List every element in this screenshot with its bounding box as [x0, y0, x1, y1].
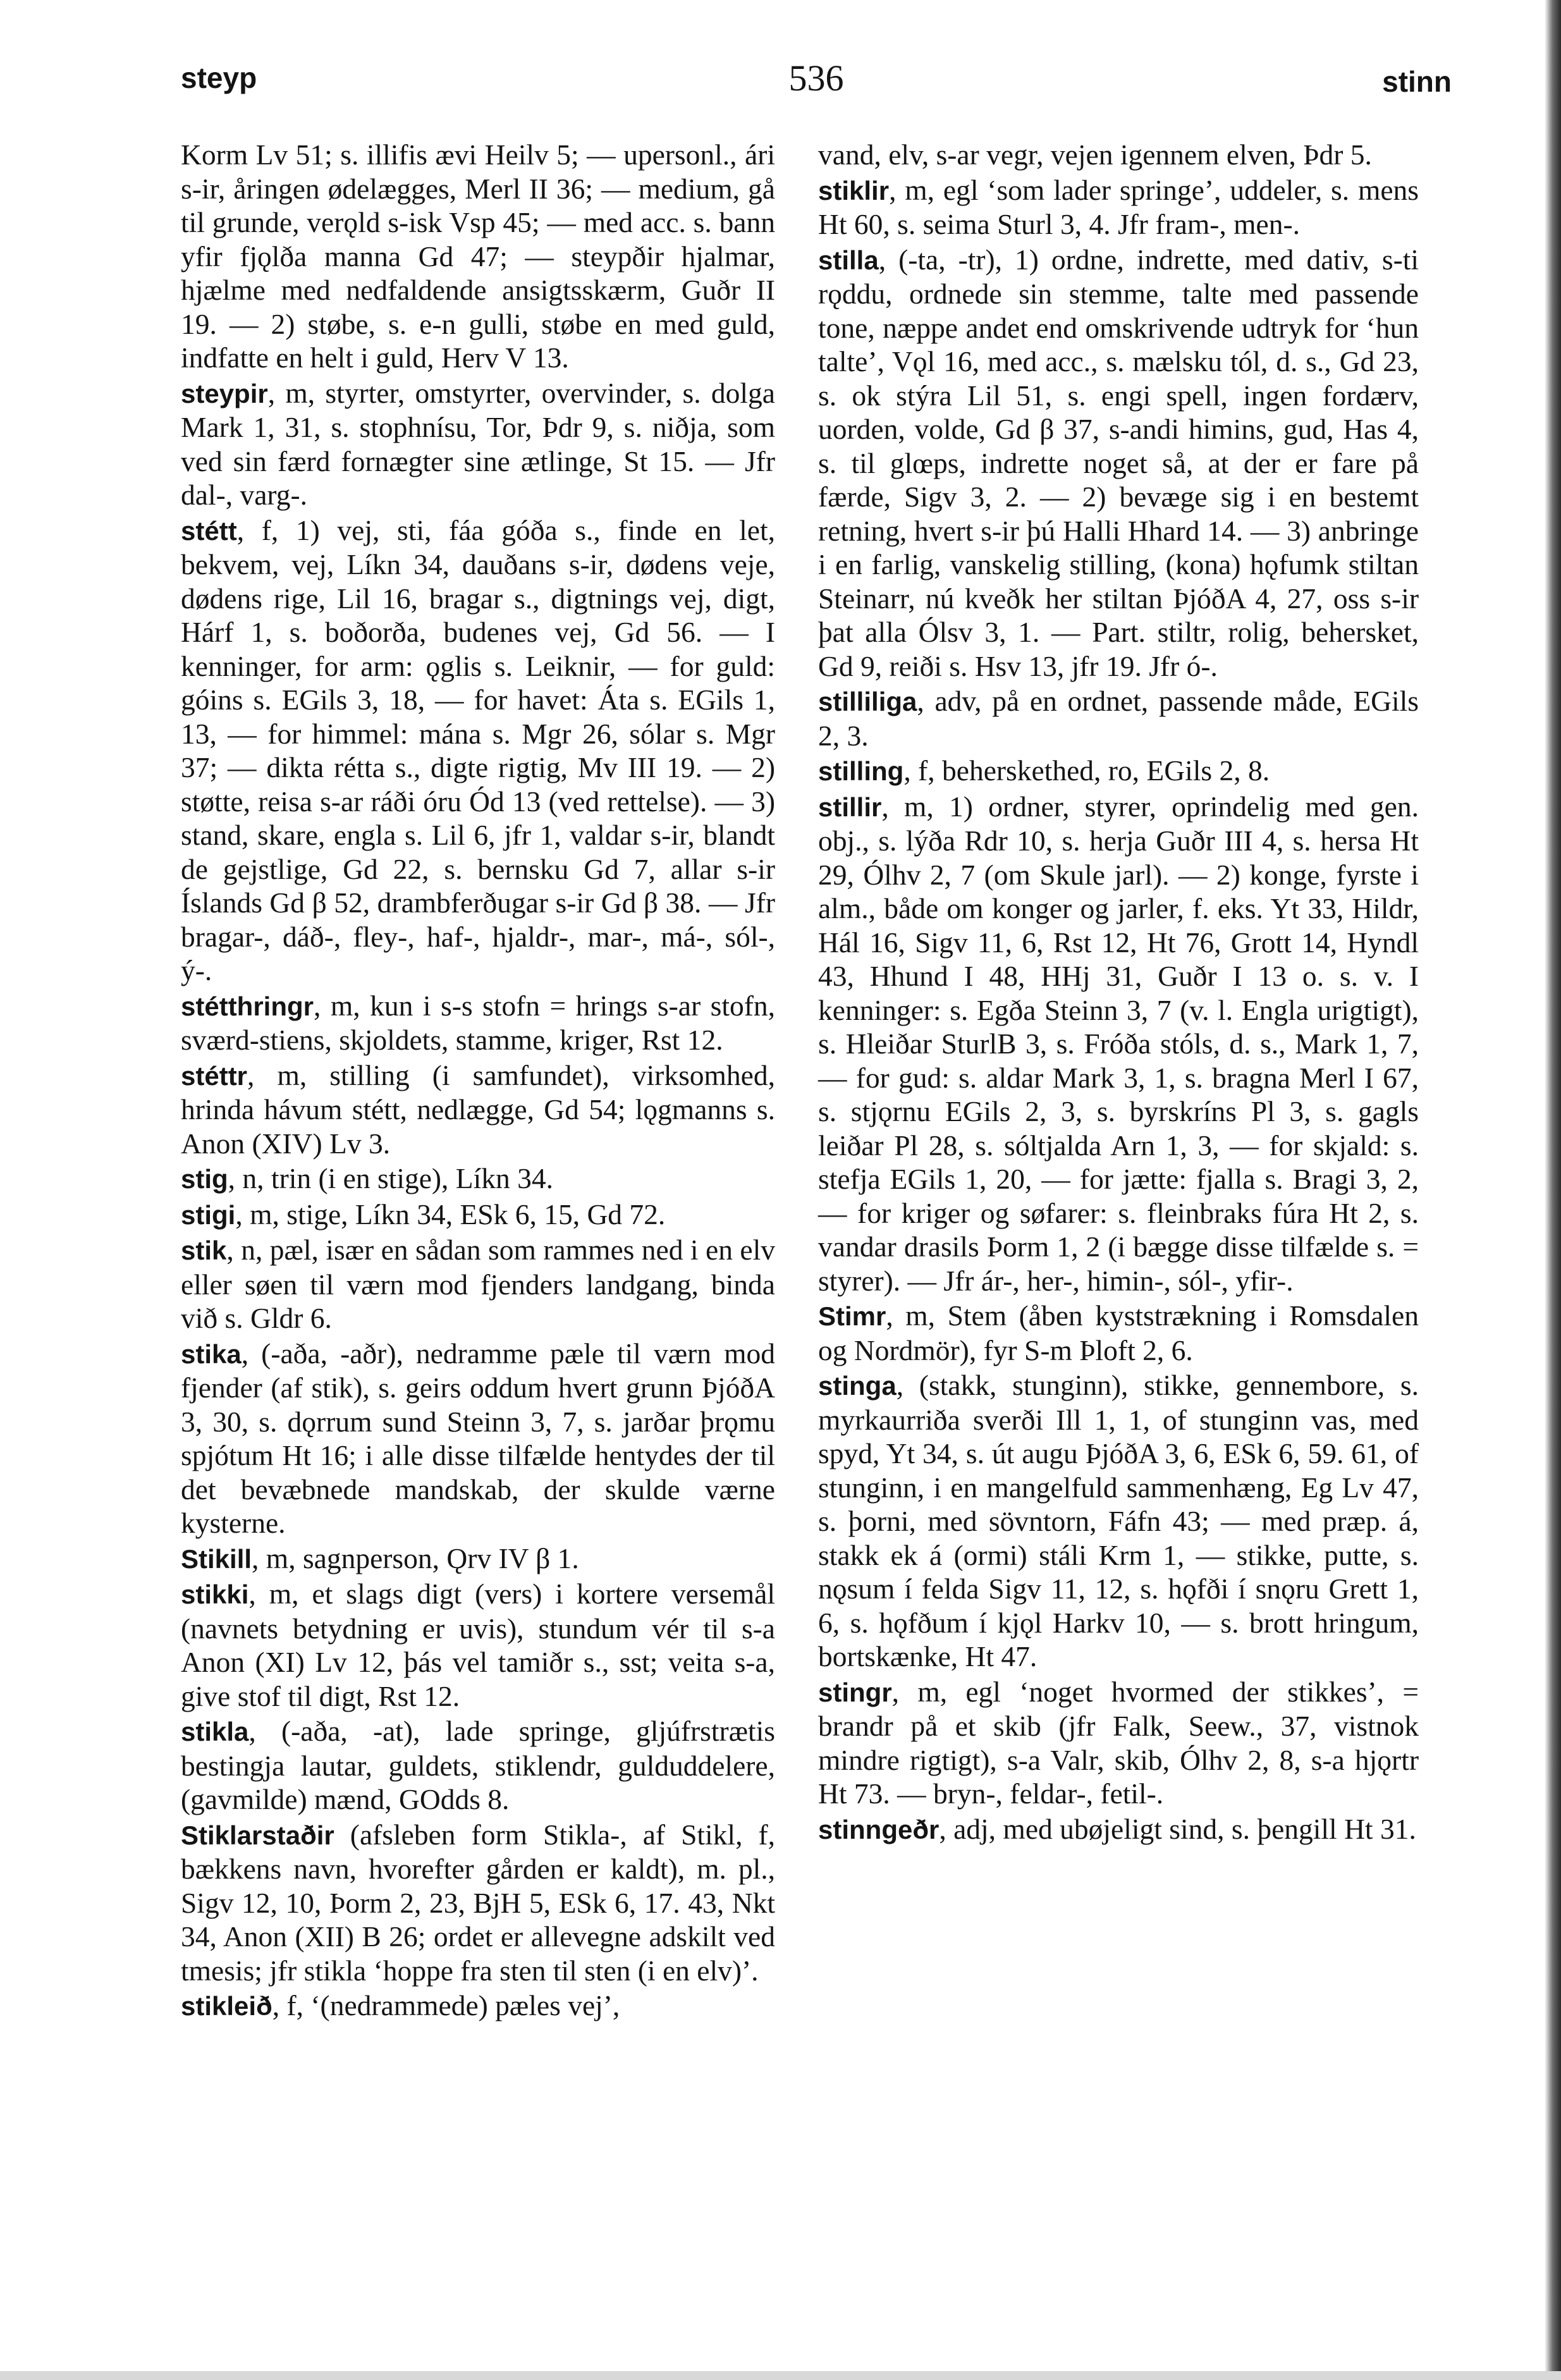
page-number: 536 [788, 58, 844, 99]
dictionary-entry: stétthringr, m, kun i s-s stofn = hrings s-ar stofn, sværd-stiens, skjoldets, stamme, kriger, Rst 12. [181, 989, 775, 1056]
dictionary-entry: stiklir, m, egl ‘som lader springe’, uddeler, s. mens Ht 60, s. seima Sturl 3, 4. Jfr fram-, men-. [818, 173, 1419, 240]
headword: Stiklarstaðir [181, 1820, 334, 1850]
dictionary-entry: stigi, m, stige, Líkn 34, ESk 6, 15, Gd 72. [181, 1198, 666, 1230]
headword: Stimr [818, 1301, 886, 1331]
dictionary-entry: stétt, f, 1) vej, sti, fáa góða s., finde en let, bekvem, vej, Líkn 34, dauðans s-ir, dødens veje, dødens rige, Lil 16, bragar s., digtnings vej, digt, Hárf 1, s. boðorða, budenes vej, Gd 56. — I kenninger, for arm: ǫglis s. Leiknir, — for guld: góins s. EGils 3, 18, — for havet: Áta s. EGils 1, 13, — for himmel: mána s. Mgr 26, sólar s. Mgr 37; — dikta rétta s., digte rigtig, Mv III 19. — 2) støtte, reisa s-ar ráði óru Ód 13 (ved rettelse). — 3) stand, skare, engla s. Lil 6, jfr 1, valdar s-ir, blandt de gejstlige, Gd 22, s. bernsku Gd 7, allar s-ir Íslands Gd β 52, drambferðugar s-ir Gd β 38. — Jfr bragar-, dáð-, fley-, haf-, hjaldr-, mar-, má-, sól-, ý-. [181, 513, 775, 986]
dictionary-entry: stik, n, pæl, især en sådan som rammes ned i en elv eller søen til værn mod fjenders landgang, binda við s. Gldr 6. [181, 1234, 775, 1334]
headword: steypir [181, 378, 268, 408]
dictionary-entry: stikla, (-aða, -at), lade springe, gljúfrstrætis bestingja lautar, guldets, stiklendr, gulduddelere, (gavmilde) mænd, GOdds 8. [181, 1715, 775, 1815]
headword: stikleið [181, 1991, 272, 2021]
right-column [818, 138, 1419, 1848]
dictionary-entry: vand, elv, s-ar vegr, vejen igennem elven, Þdr 5. [818, 138, 1372, 171]
left-column [181, 138, 775, 2025]
headword: Stikill [181, 1543, 252, 1574]
dictionary-entry: stilla, (-ta, -tr), 1) ordne, indrette, med dativ, s-ti rǫddu, ordnede sin stemme, talte med passende tone, næppe andet end omskrivende udtryk for ‘hun talte’, Vǫl 16, med acc., s. mælsku tól, d. s., Gd 23, s. ok stýra Lil 51, s. engi spell, ingen fordærv, uorden, volde, Gd β 37, s-andi himins, gud, Has 4, s. til glœps, indrette noget så, at der er fare på færde, Sigv 3, 2. — 2) bevæge sig i en bestemt retning, hvert s-ir þú Halli Hhard 14. — 3) anbringe i en farlig, vanskelig stilling, (kona) hǫfumk stiltan Steinarr, nú kveðk her stiltan ÞjóðA 4, 27, oss s-ir þat alla Ólsv 3, 1. — Part. stiltr, rolig, behersket, Gd 9, reiði s. Hsv 13, jfr 19. Jfr ó-. [818, 243, 1419, 682]
headword: stilla [818, 245, 879, 275]
headword: stétthringr [181, 991, 314, 1021]
headword: stigi [181, 1199, 236, 1230]
headword: stik [181, 1236, 227, 1265]
headword: stika [181, 1339, 242, 1369]
headword: stikla [181, 1717, 249, 1746]
dictionary-entry: stingr, m, egl ‘noget hvormed der stikkes’, = brandr på et skib (jfr Falk, Seew., 37, vistnok mindre rigtigt), s-a Valr, skib, Ólhv 2, 8, s-a hjǫrtr Ht 73. — bryn-, feldar-, fetil-. [818, 1675, 1419, 1810]
dictionary-entry: stéttr, m, stilling (i samfundet), virksomhed, hrinda hávum stétt, nedlægge, Gd 54; lǫgmanns s. Anon (XIV) Lv 3. [181, 1058, 775, 1160]
dictionary-entry: stilling, f, beherskethed, ro, EGils 2, 8. [818, 754, 1270, 787]
headword: stilling [818, 756, 904, 786]
dictionary-entry: Korm Lv 51; s. illifis ævi Heilv 5; — upersonl., ári s-ir, åringen ødelægges, Merl II 36; — medium, gå til grunde, verǫld s-isk Vsp 45; — med acc. s. bann yfir fjǫlða manna Gd 47; — steypðir hjalmar, hjælme med nedfaldende ansigtsskærm, Guðr II 19. — 2) støbe, s. e-n gulli, støbe en med guld, indfatte en helt i guld, Herv V 13. [181, 138, 775, 374]
dictionary-entry: Stiklarstaðir (afsleben form Stikla-, af Stikl, f, bækkens navn, hvorefter gården er kaldt), m. pl., Sigv 12, 10, Þorm 2, 23, BjH 5, ESk 6, 17. 43, Nkt 34, Anon (XII) B 26; ordet er allevegne adskilt ved tmesis; jfr stikla ‘hoppe fra sten til sten (i en elv)’. [181, 1818, 775, 1987]
headword: stiklir [818, 175, 890, 205]
right-guide-word: stinn [1382, 65, 1452, 98]
dictionary-entry: stillir, m, 1) ordner, styrer, oprindelig med gen. obj., s. lýða Rdr 10, s. herja Guðr III 4, s. hersa Ht 29, Ólhv 2, 7 (om Skule jarl). — 2) konge, fyrste i alm., både om konger og jarler, f. eks. Yt 33, Hildr, Hál 16, Sigv 11, 6, Rst 12, Ht 76, Grott 14, Hyndl 43, Hhund I 48, HHj 31, Guðr I 13 o. s. v. I kenninger: s. Egða Steinn 3, 7 (v. l. Engla urigtigt), s. Hleiðar SturlB 3, s. Fróða stóls, d. s., Mark 1, 7, — for gud: s. aldar Mark 3, 1, s. bragna Merl I 67, s. stjǫrnu EGils 2, 3, s. byrskríns Pl 3, s. gagls leiðar Pl 28, s. sóltjalda Arn 1, 3, — for skjald: s. stefja EGils 1, 20, — for jætte: fjalla s. Bragi 3, 2, — for kriger og søfarer: s. fleinbraks fúra Ht 2, s. vandar drasils Þorm 1, 2 (i bægge disse tilfælde s. = styrer). — Jfr ár-, her-, himin-, sól-, yfir-. [818, 790, 1419, 1297]
dictionary-entry: Stikill, m, sagnperson, Ǫrv IV β 1. [181, 1542, 579, 1574]
dictionary-entry: steypir, m, styrter, omstyrter, overvinder, s. dolga Mark 1, 31, s. stophnísu, Tor, Þdr 9, s. niðja, som ved sin færd fornægter sine ætlinge, St 15. — Jfr dal-, varg-. [181, 376, 775, 511]
headword: stillir [818, 792, 882, 822]
headword: stétt [181, 515, 237, 546]
dictionary-entry: stikki, m, et slags digt (vers) i kortere versemål (navnets betydning er uvis), stundum vér til s-a Anon (XI) Lv 12, þás vel tamiðr s., sst; veita s-a, give stof til digt, Rst 12. [181, 1578, 775, 1712]
page-header [181, 58, 1452, 111]
dictionary-entry: stinngeðr, adj, med ubøjeligt sind, s. þengill Ht 31. [818, 1812, 1416, 1845]
dictionary-entry: Stimr, m, Stem (åben kyststrækning i Romsdalen og Nordmör), fyr S-m Þloft 2, 6. [818, 1299, 1419, 1366]
headword: stilliliga [818, 687, 917, 716]
left-guide-word: steyp [181, 61, 257, 94]
dictionary-entry: stikleið, f, ‘(nedrammede) pæles vej’, [181, 1989, 620, 2021]
dictionary-entry: stika, (-aða, -aðr), nedramme pæle til værn mod fjender (af stik), s. geirs oddum hvert grunn ÞjóðA 3, 30, s. dǫrrum sund Steinn 3, 7, s. jarðar þrǫmu spjótum Ht 16; i alle disse tilfælde hentydes der til det bevæbnede mandskab, der skulde værne kysterne. [181, 1337, 775, 1539]
dictionary-entry: stilliliga, adv, på en ordnet, passende måde, EGils 2, 3. [818, 685, 1419, 752]
headword: stinga [818, 1371, 897, 1401]
page-edge-shadow [1545, 0, 1561, 2380]
headword: stéttr [181, 1060, 248, 1091]
dictionary-entry: stinga, (stakk, stunginn), stikke, gennembore, s. myrkaurriða sverði Ill 1, 1, of stunginn vas, med spyd, Yt 34, s. út augu ÞjóðA 3, 6, ESk 6, 59. 61, of stunginn, i en mangelfuld sammenhæng, Eg Lv 47, s. þorni, med sövntorn, Fáfn 43; — med præp. á, stakk ek á (ormi) stáli Krm 1, — stikke, putte, s. nǫsum í felda Sigv 11, 12, s. hǫfði í snǫru Grett 1, 6, s. hǫfðum í kjǫl Harkv 10, — s. brott hringum, bortskænke, Ht 47. [818, 1369, 1419, 1672]
headword: stinngeðr [818, 1814, 940, 1844]
dictionary-entry: stig, n, trin (i en stige), Líkn 34. [181, 1162, 553, 1194]
headword: stikki [181, 1580, 249, 1609]
headword: stingr [818, 1677, 892, 1707]
page-bottom-band [0, 2371, 1561, 2380]
headword: stig [181, 1164, 228, 1194]
